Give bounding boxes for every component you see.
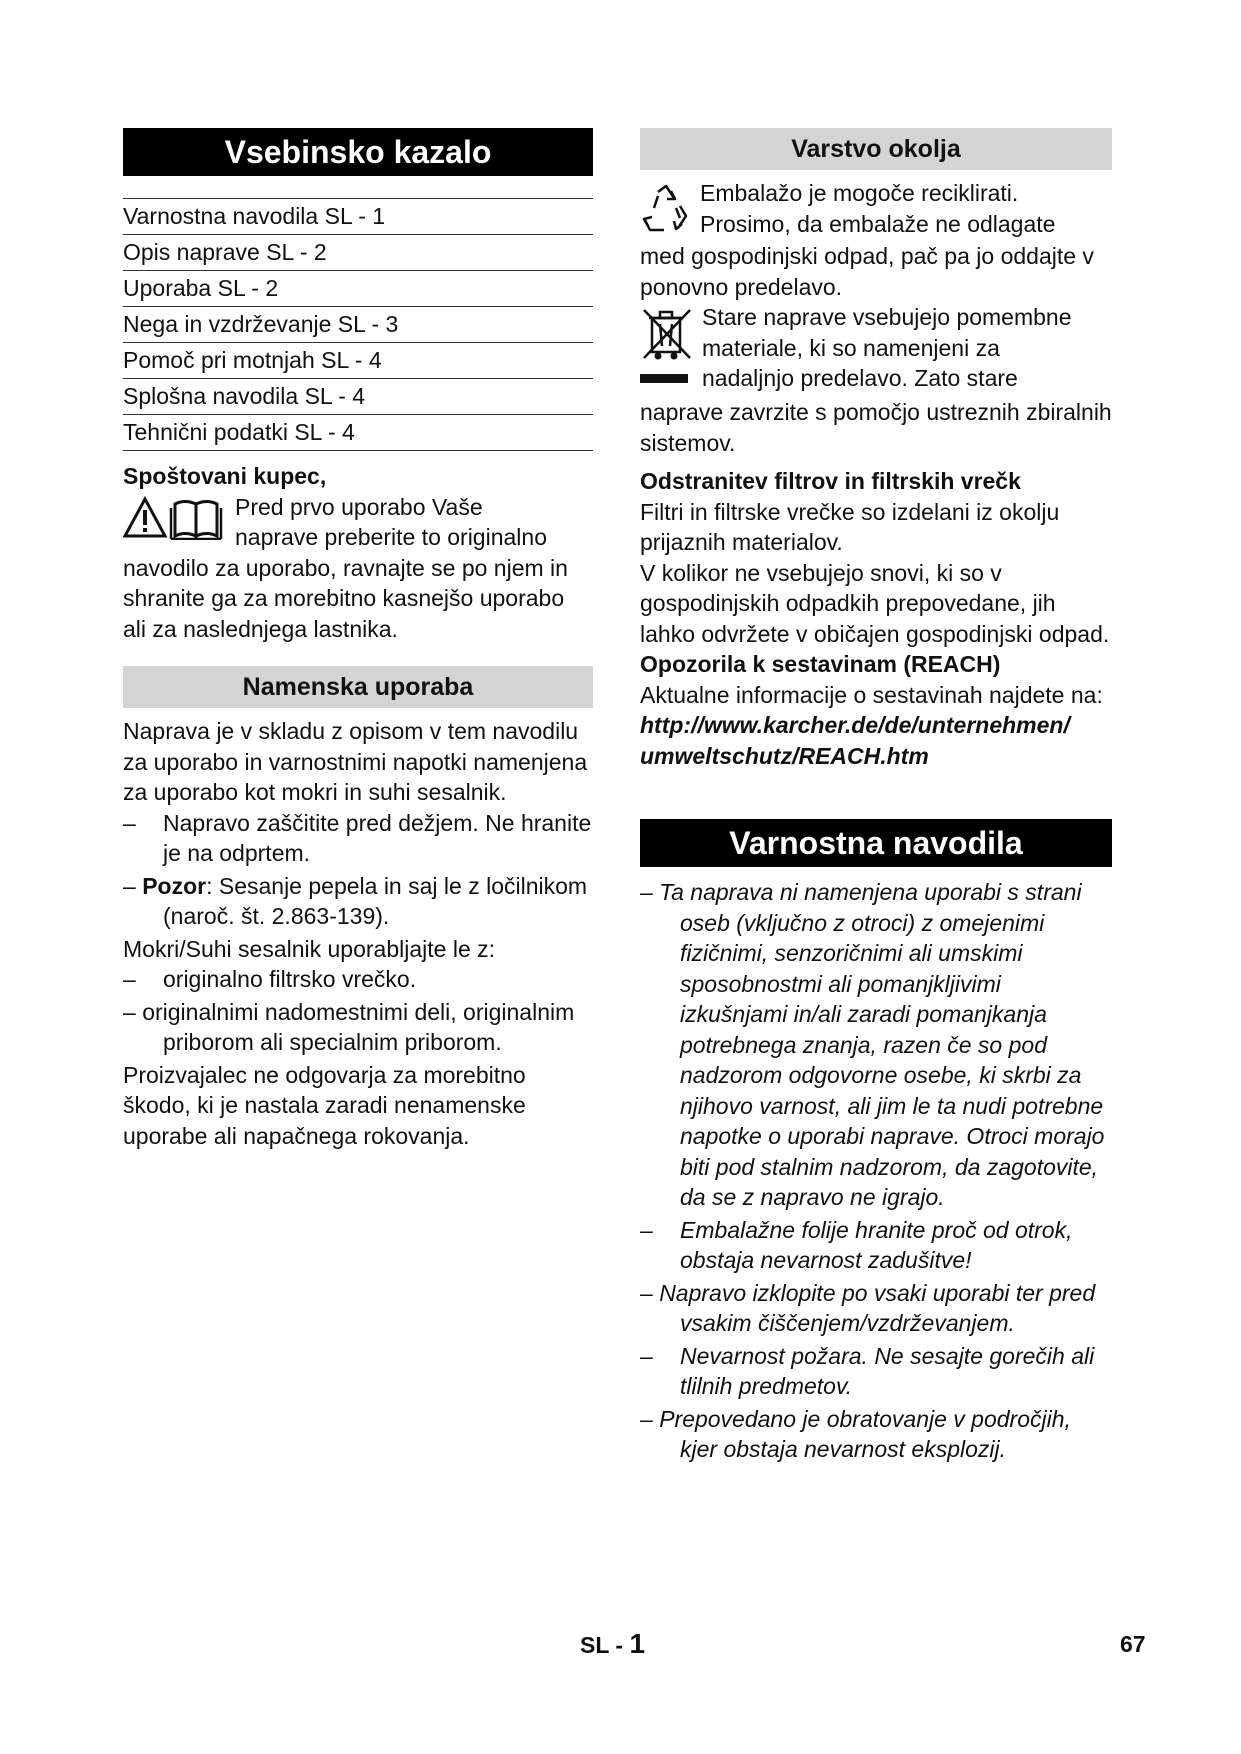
reach-link[interactable]: http://www.karcher.de/de/unternehmen/ umweltschutz/REACH.htm [640,712,1070,769]
safety-title: Varnostna navodila [640,819,1112,867]
environment-text: med gospodinjski odpad, pač pa jo oddajte v ponovno predelavo. [640,243,1094,300]
greeting-text: naprave preberite to originalno [235,524,547,550]
reach-text: Aktualne informacije o sestavinah najdete na: [640,681,1103,708]
safety-item: – Napravo izklopite po vsaki uporabi ter pred vsakim čiščenjem/vzdrževanjem. [640,1279,1096,1336]
intended-use-title: Namenska uporaba [123,666,593,708]
table-of-contents [123,198,593,451]
weee-block [640,302,1112,458]
safety-item: – Prepovedano je obratovanje v področjih, kjer obstaja nevarnost eksplozij. [640,1405,1071,1462]
toc-item[interactable]: Opis naprave SL - 2 [123,235,593,271]
filters-text: V kolikor ne vsebujejo snovi, ki so v gospodinjskih odpadkih prepovedane, jih lahko odvržete v običajen gospodinjski odpad. [640,559,1110,647]
environment-text: naprave zavrzite s pomočjo ustreznih zbiralnih sistemov. [640,399,1112,456]
toc-item[interactable]: Nega in vzdrževanje SL - 3 [123,307,593,343]
safety-item: – Ta naprava ni namenjena uporabi s strani oseb (vključno z otroci) z omejenimi fizičnimi, senzoričnimi ali umskimi sposobnostmi ali pomanjkljivimi izkušnjami in/ali zaradi pomanjkanja potrebnega znanja, razen če so pod nadzorom odgovorne osebe, ki skrbi za njihovo varnost, ali jim le ta nudi potrebne napotke o uporabi naprave. Otroci morajo biti pod stalnim nadzorom, da zagotovite, da se z napravo ne igrajo. [640,879,1105,1210]
environment-text: Prosimo, da embalaže ne odlagate [700,210,1056,237]
safety-list [640,877,1112,1465]
greeting-text: navodilo za uporabo, ravnajte se po njem in shranite ga za morebitno kasnejšo uporabo ali za naslednjega lastnika. [123,554,568,642]
list-item: – originalnimi nadomestnimi deli, originalnim priborom ali specialnim priborom. [123,998,575,1055]
toc-item[interactable]: Tehnični podatki SL - 4 [123,415,593,451]
environment-title: Varstvo okolja [640,128,1112,170]
list-item: – Napravo zaščitite pred dežjem. Ne hranite je na odprtem. [123,809,592,866]
environment-text: materiale, ki so namenjeni za [702,334,1000,361]
safety-item: – Embalažne folije hranite proč od otrok, obstaja nevarnost zadušitve! [640,1216,1073,1273]
toc-title: Vsebinsko kazalo [123,128,593,176]
toc-item[interactable]: Uporaba SL - 2 [123,271,593,307]
safety-item: – Nevarnost požara. Ne sesajte gorečih ali tlilnih predmetov. [640,1342,1095,1399]
warning-manual-icon [123,496,227,545]
intended-use-text: Naprava je v skladu z opisom v tem navodilu za uporabo in varnostnimi napotki namenjena za uporabo kot mokri in suhi sesalnik. [123,718,588,805]
greeting-block [123,492,593,645]
environment-text: Embalažo je mogoče reciklirati. [700,180,1019,206]
intended-use-text: Mokri/Suhi sesalnik uporabljajte le z: [123,935,496,962]
reach-heading: Opozorila k sestavinam (REACH) [640,651,1001,677]
right-column [640,128,1112,1465]
environment-text: Stare naprave vsebujejo pomembne [702,304,1072,330]
section-page-label: SL - 1 [580,1628,646,1659]
toc-item[interactable]: Varnostna navodila SL - 1 [123,199,593,235]
recycle-block [640,178,1112,302]
crossed-bin-icon [640,306,694,397]
toc-item[interactable]: Pomoč pri motnjah SL - 4 [123,343,593,379]
list-item: – originalno filtrsko vrečko. [123,966,417,992]
greeting-heading: Spoštovani kupec, [123,463,327,489]
intended-use-text: Proizvajalec ne odgovarja za morebitno škodo, ki je nastala zaradi nenamenske uporabe ali napačnega rokovanja. [123,1061,526,1149]
filters-heading: Odstranitev filtrov in filtrskih vrečk [640,468,1021,494]
page-number: 67 [1120,1631,1146,1657]
greeting-text: Pred prvo uporabo Vaše [235,493,483,520]
toc-item[interactable]: Splošna navodila SL - 4 [123,379,593,415]
left-column [123,128,593,1151]
filters-text: Filtri in filtrske vrečke so izdelani iz okolju prijaznih materialov. [640,498,1060,555]
recycle-icon [640,184,692,241]
environment-text: nadaljnjo predelavo. Zato stare [702,365,1018,391]
list-item: – Pozor: Sesanje pepela in saj le z ločilnikom (naroč. št. 2.863-139). [123,872,588,929]
